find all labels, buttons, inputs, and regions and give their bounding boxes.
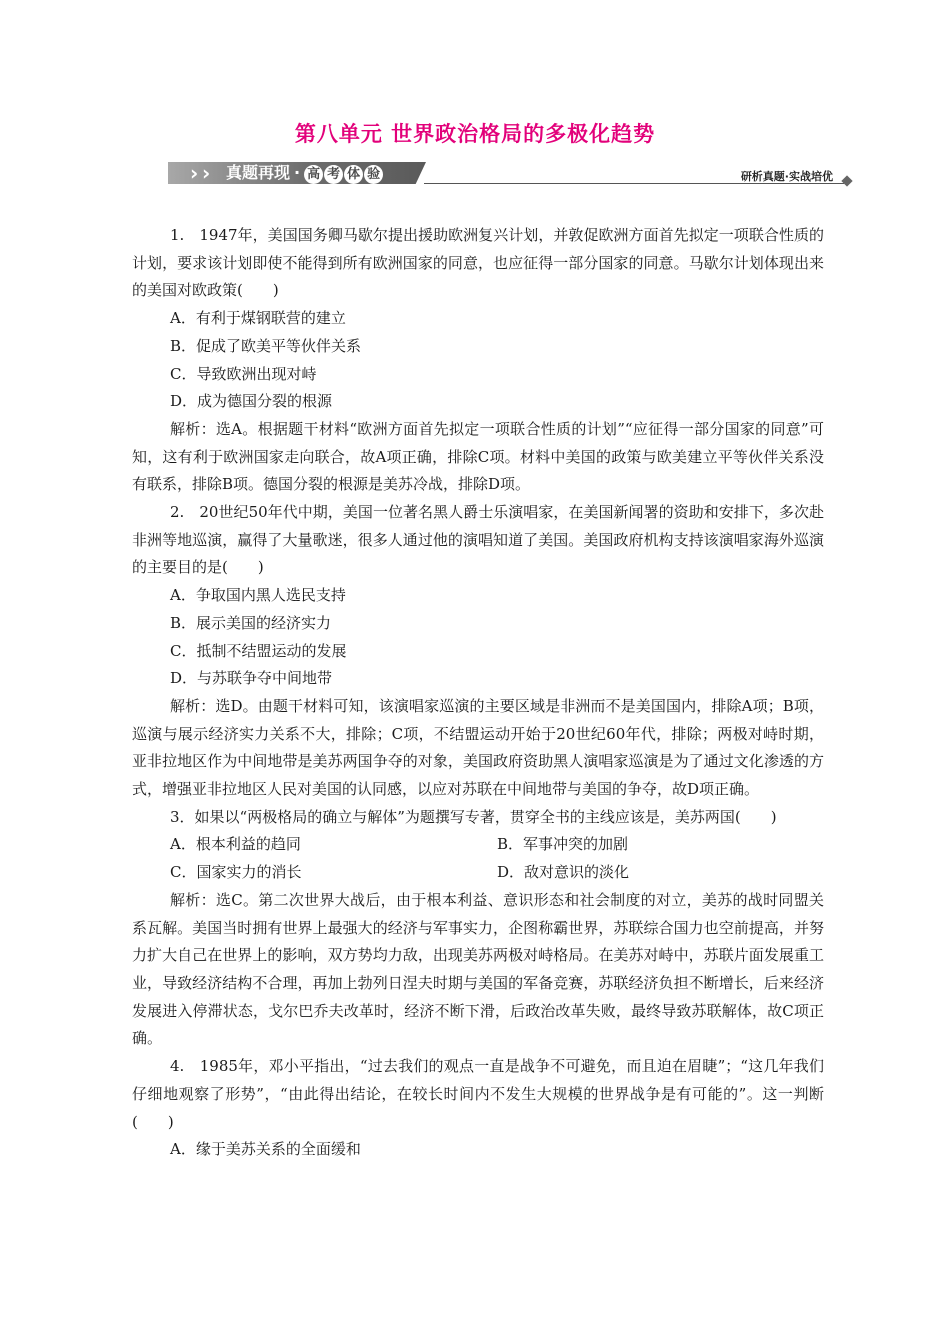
option: C．抵制不结盟运动的发展: [170, 641, 347, 660]
banner-left-text: 真题再现: [226, 163, 291, 182]
banner-circle-char: 考: [324, 165, 343, 184]
banner-right-text: 研析真题·实战培优: [740, 170, 833, 183]
banner-circle-char: 验: [364, 165, 383, 184]
option: D．成为德国分裂的根源: [170, 392, 333, 411]
question-stem: 1. 1947年，美国国务卿马歇尔提出援助欧洲复兴计划，并敦促欧洲方面首先拟定一项联合性质的计划，要求该计划即使不能得到所有欧洲国家的同意，也应征得一部分国家的同意。马歇尔计划体现出来的美国对欧政策( ): [132, 226, 824, 300]
chevron-right-icon: ›: [202, 161, 211, 185]
option: B．展示美国的经济实力: [170, 613, 332, 632]
option-row: [132, 859, 824, 887]
question-stem: 2. 20世纪50年代中期，美国一位著名黑人爵士乐演唱家，在美国新闻署的资助和安排下，多次赴非洲等地巡演，赢得了大量歌迷，很多人通过他的演唱知道了美国。美国政府机构支持该演唱家海外巡演的主要目的是( ): [132, 503, 824, 577]
option: C．国家实力的消长: [170, 863, 302, 882]
banner-heading: [226, 163, 384, 184]
question-content: [132, 222, 824, 1164]
banner-circle-char: 体: [344, 165, 363, 184]
chevron-right-icon: ›: [190, 161, 199, 185]
diamond-icon: [841, 175, 852, 186]
option: C．导致欧洲出现对峙: [170, 364, 317, 383]
page-title: 第八单元 世界政治格局的多极化趋势: [294, 122, 656, 146]
option: A．争取国内黑人选民支持: [170, 586, 346, 605]
banner-dot: ·: [294, 163, 301, 182]
question-stem: 4. 1985年，邓小平指出，“过去我们的观点一直是战争不可避免，而且迫在眉睫”；“这几年我们仔细地观察了形势”，“由此得出结论，在较长时间内不发生大规模的世界战争是有可能的”。这一判断( ): [132, 1057, 824, 1131]
option: D．与苏联争夺中间地带: [170, 669, 333, 688]
analysis: 解析：选C。第二次世界大战后，由于根本利益、意识形态和社会制度的对立，美苏的战时同盟关系瓦解。美国当时拥有世界上最强大的经济与军事实力，企图称霸世界，苏联综合国力也空前提高，并努力扩大自己在世界上的影响，双方势均力敌，出现美苏两极对峙格局。在美苏对峙中，苏联片面发展重工业，导致经济结构不合理，再加上勃列日涅夫时期与美国的军备竞赛，苏联经济负担不断增长，后来经济发展进入停滞状态，戈尔巴乔夫改革时，经济不断下滑，后政治改革失败，最终导致苏联解体，故C项正确。: [132, 890, 824, 1048]
analysis: 解析：选A。根据题干材料“欧洲方面首先拟定一项联合性质的计划”“应征得一部分国家的同意”可知，这有利于欧洲国家走向联合，故A项正确，排除C项。材料中美国的政策与欧美建立平等伙伴关系没有联系，排除B项。德国分裂的根源是美苏冷战，排除D项。: [132, 419, 824, 494]
option: B．促成了欧美平等伙伴关系: [170, 336, 362, 355]
option-row: [132, 831, 824, 859]
option: B．军事冲突的加剧: [497, 835, 629, 854]
option: A．有利于煤钢联营的建立: [170, 309, 346, 328]
question-stem: 3．如果以“两极格局的确立与解体”为题撰写专著，贯穿全书的主线应该是，美苏两国( ): [170, 807, 777, 826]
analysis: 解析：选D。由题干材料可知，该演唱家巡演的主要区域是非洲而不是美国国内，排除A项；B项，巡演与展示经济实力关系不大，排除；C项，不结盟运动开始于20世纪60年代，排除；两极对峙时期，亚非拉地区作为中间地带是美苏两国争夺的对象，美国政府资助黑人演唱家巡演是为了通过文化渗透的方式，增强亚非拉地区人民对美国的认同感，以应对苏联在中间地带与美国的争夺，故D项正确。: [132, 696, 824, 799]
option: A．缘于美苏关系的全面缓和: [170, 1140, 361, 1159]
option: A．根本利益的趋同: [170, 835, 301, 854]
banner-circle-char: 高: [304, 165, 323, 184]
option: D．敌对意识的淡化: [497, 863, 630, 882]
section-banner: [168, 160, 853, 188]
